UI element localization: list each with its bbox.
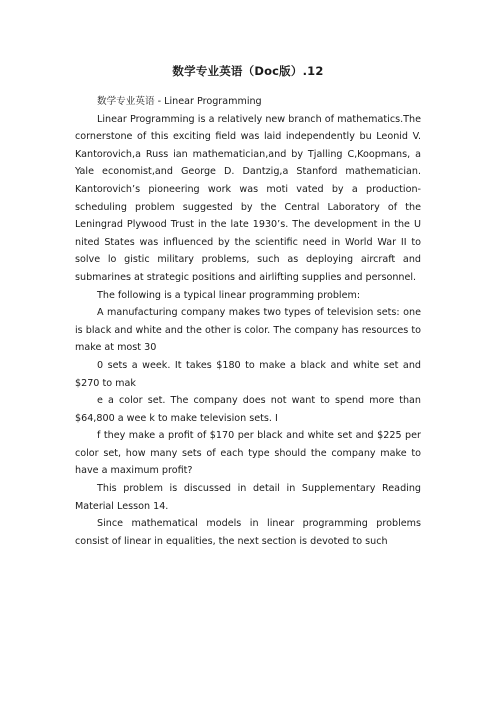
document-title: 数学专业英语（Doc版）.12	[172, 64, 324, 78]
paragraph-problem-part-1: A manufacturing company makes two types of television sets: one is black and white and the other is color. The company has resources to make at most 30	[75, 307, 421, 354]
paragraph-problem-part-2: 0 sets a week. It takes $180 to make a black and white set and $270 to mak	[75, 359, 421, 389]
document-body	[75, 93, 421, 550]
paragraph-problem-part-4: f they make a profit of $170 per black and white set and $225 per color set, how many sets of each type should the company make to have a maximum profit?	[75, 430, 421, 477]
paragraph-problem-lead: The following is a typical linear programming problem:	[97, 289, 361, 301]
paragraph-intro: Linear Programming is a relatively new branch of mathematics.The cornerstone of this exciting field was laid independently bu Leonid V. Kantorovich,a Russ ian mathematician,and by Tjalling C,Koopmans, a Yale economist,and George D. Dantzig,a Stanford mathematician. Kantorovich’s pioneering work was moti vated by a production-scheduling problem suggested by the Central Laboratory of the Leningrad Plywood Trust in the late 1930’s. The development in the U nited States was influenced by the scientific need in World War II to solve lo gistic military problems, such as deploying aircraft and submarines at strategic positions and airlifting supplies and personnel.	[75, 113, 421, 283]
paragraph-next-section: Since mathematical models in linear programming problems consist of linear in equalities, the next section is devoted to such	[75, 518, 421, 547]
paragraph-reference: This problem is discussed in detail in Supplementary Reading Material Lesson 14.	[75, 483, 421, 512]
paragraph-problem-part-3: e a color set. The company does not want to spend more than $64,800 a wee k to make television sets. I	[75, 395, 421, 424]
section-heading: 数学专业英语 - Linear Programming	[97, 96, 262, 107]
